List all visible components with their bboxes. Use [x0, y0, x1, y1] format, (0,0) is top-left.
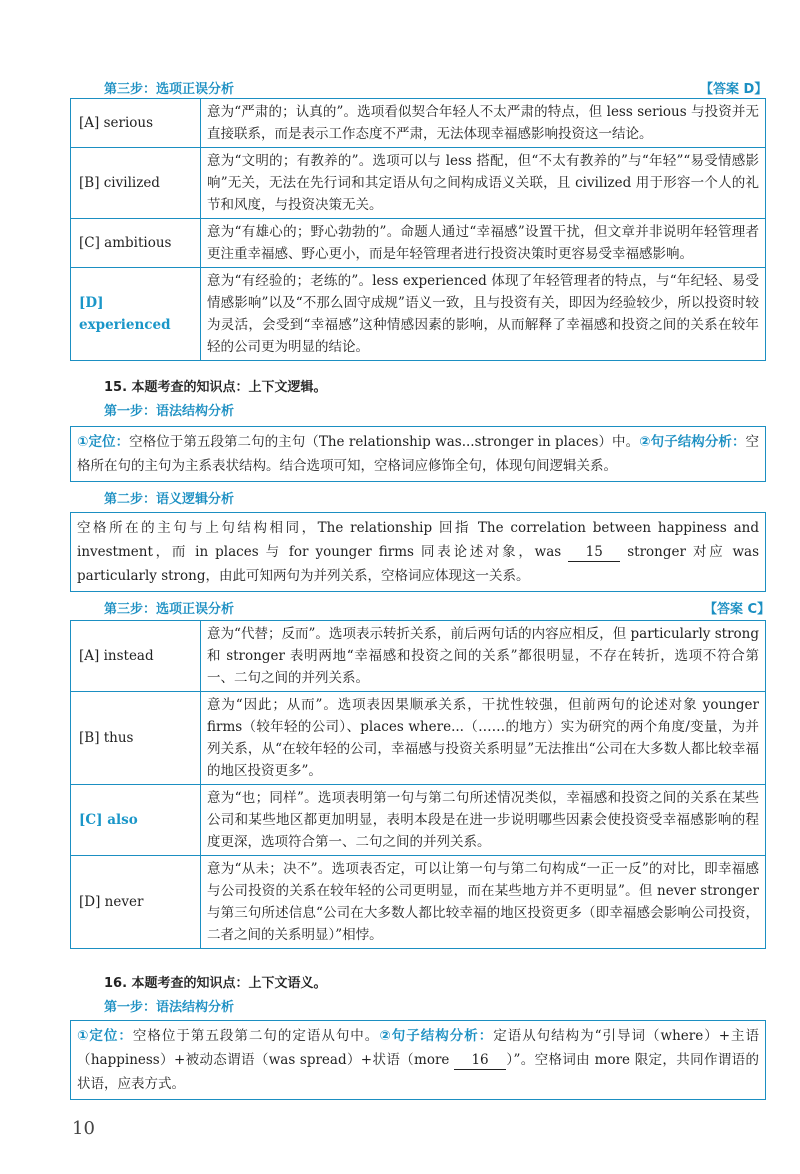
option-label-correct: [C] also [71, 785, 201, 856]
logic-text-2: stronger 对应 was particularly strong，由此可知两句为并列关系，空格词应体现这一关系。 [77, 544, 759, 584]
answer-label: 【答案 D】 [700, 82, 768, 97]
option-label: [B] civilized [71, 148, 201, 219]
structure-text: 空格所在句的主句为主系表状结构。结合选项可知，空格词应修饰全句，体现句间逻辑关系。 [77, 434, 759, 474]
option-label-correct: [D] experienced [71, 268, 201, 361]
table-row [71, 99, 766, 148]
structure-label: ②句子结构分析： [379, 1028, 494, 1044]
structure-text: 定语从句结构为“引导词（where）+主语（happiness）+被动态谓语（was spread）+状语（more [77, 1028, 759, 1068]
option-label: [D] never [71, 856, 201, 949]
q16-structure-box [70, 1020, 766, 1100]
q15-structure-box [70, 426, 766, 482]
table-row [71, 268, 766, 361]
option-explanation: 意为“有雄心的；野心勃勃的”。命题人通过“幸福感”设置干扰，但文章并非说明年轻管理者更注重幸福感、野心更小，而是年轻管理者进行投资决策时更容易受幸福感影响。 [201, 219, 766, 268]
q16-title: 16. 本题考查的知识点：上下文语义。 [104, 976, 327, 991]
option-label: [B] thus [71, 692, 201, 785]
q16-step1-heading: 第一步：语法结构分析 [104, 1000, 235, 1015]
answer-label: 【答案 C】 [704, 602, 771, 617]
blank-16: 16 [454, 1051, 506, 1070]
table-row [71, 148, 766, 219]
option-explanation: 意为“因此；从而”。选项表因果顺承关系，干扰性较强，但前两句的论述对象 younger firms（较年轻的公司）、places where...（……的地方）实为研究的两个角度/变量，为并列关系，从“在较年轻的公司，幸福感与投资关系明显”无法推出“公司在大多数人都比较幸福的地区投资更多”。 [201, 692, 766, 785]
option-label: [A] serious [71, 99, 201, 148]
page-number: 10 [72, 1118, 95, 1139]
blank-15: 15 [568, 543, 620, 562]
locate-text: 空格位于第五段第二句的主句（The relationship was...stronger in places）中。 [129, 434, 640, 450]
structure-label: ②句子结构分析： [639, 434, 746, 450]
q15-step2-heading: 第二步：语义逻辑分析 [104, 492, 235, 507]
options-table-a [70, 98, 766, 361]
structure-text-2: ）”。空格词由 more 限定，共同作谓语的状语，应表方式。 [77, 1052, 760, 1092]
table-row [71, 692, 766, 785]
logic-text: 空格所在的主句与上句结构相同，The relationship 回指 The correlation between happiness and investment，而 in places 与 for younger firms 同表论述对象，was [77, 520, 759, 560]
locate-label: ①定位： [77, 1028, 133, 1044]
option-explanation: 意为“文明的；有教养的”。选项可以与 less 搭配，但“不太有教养的”与“年轻”“易受情感影响”无关，无法在先行词和其定语从句之间构成语义关联，且 civilized 用于形容一个人的礼节和风度，与投资决策无关。 [201, 148, 766, 219]
q15-step1-heading: 第一步：语法结构分析 [104, 404, 235, 419]
q15-logic-box [70, 512, 766, 592]
option-label: [A] instead [71, 621, 201, 692]
table-row [71, 856, 766, 949]
options-table-15 [70, 620, 766, 949]
locate-text: 空格位于第五段第二句的定语从句中。 [132, 1028, 380, 1044]
option-explanation: 意为“代替；反而”。选项表示转折关系，前后两句话的内容应相反，但 particularly strong 和 stronger 表明两地“幸福感和投资之间的关系”都很明显，不存在转折，选项不符合第一、二句之间的并列关系。 [201, 621, 766, 692]
table-row [71, 621, 766, 692]
locate-label: ①定位： [77, 434, 130, 450]
option-explanation: 意为“有经验的；老练的”。less experienced 体现了年轻管理者的特点，与“年纪轻、易受情感影响”以及“不那么固守成规”语义一致，且与投资有关，即因为经验较少，所以投资时较为灵活，会受到“幸福感”这种情感因素的影响，从而解释了幸福感和投资之间的关系在较年轻的公司更为明显的结论。 [201, 268, 766, 361]
q15-title: 15. 本题考查的知识点：上下文逻辑。 [104, 380, 327, 395]
q15-step3-heading: 第三步：选项正误分析 [104, 602, 235, 617]
option-explanation: 意为“从未；决不”。选项表否定，可以让第一句与第二句构成“一正一反”的对比，即幸福感与公司投资的关系在较年轻的公司更明显，而在某些地方并不更明显”。但 never stronger 与第三句所述信息“公司在大多数人都比较幸福的地区投资更多（即幸福感会影响公司投资，二者之间的关系明显）”相悖。 [201, 856, 766, 949]
option-explanation: 意为“也；同样”。选项表明第一句与第二句所述情况类似，幸福感和投资之间的关系在某些公司和某些地区都更加明显，表明本段是在进一步说明哪些因素会使投资受幸福感影响的程度更深，选项符合第一、二句之间的并列关系。 [201, 785, 766, 856]
step3-heading: 第三步：选项正误分析 [104, 82, 235, 97]
table-row [71, 785, 766, 856]
table-row [71, 219, 766, 268]
option-label: [C] ambitious [71, 219, 201, 268]
option-explanation: 意为“严肃的；认真的”。选项看似契合年轻人不太严肃的特点，但 less serious 与投资并无直接联系，而是表示工作态度不严肃，无法体现幸福感影响投资这一结论。 [201, 99, 766, 148]
